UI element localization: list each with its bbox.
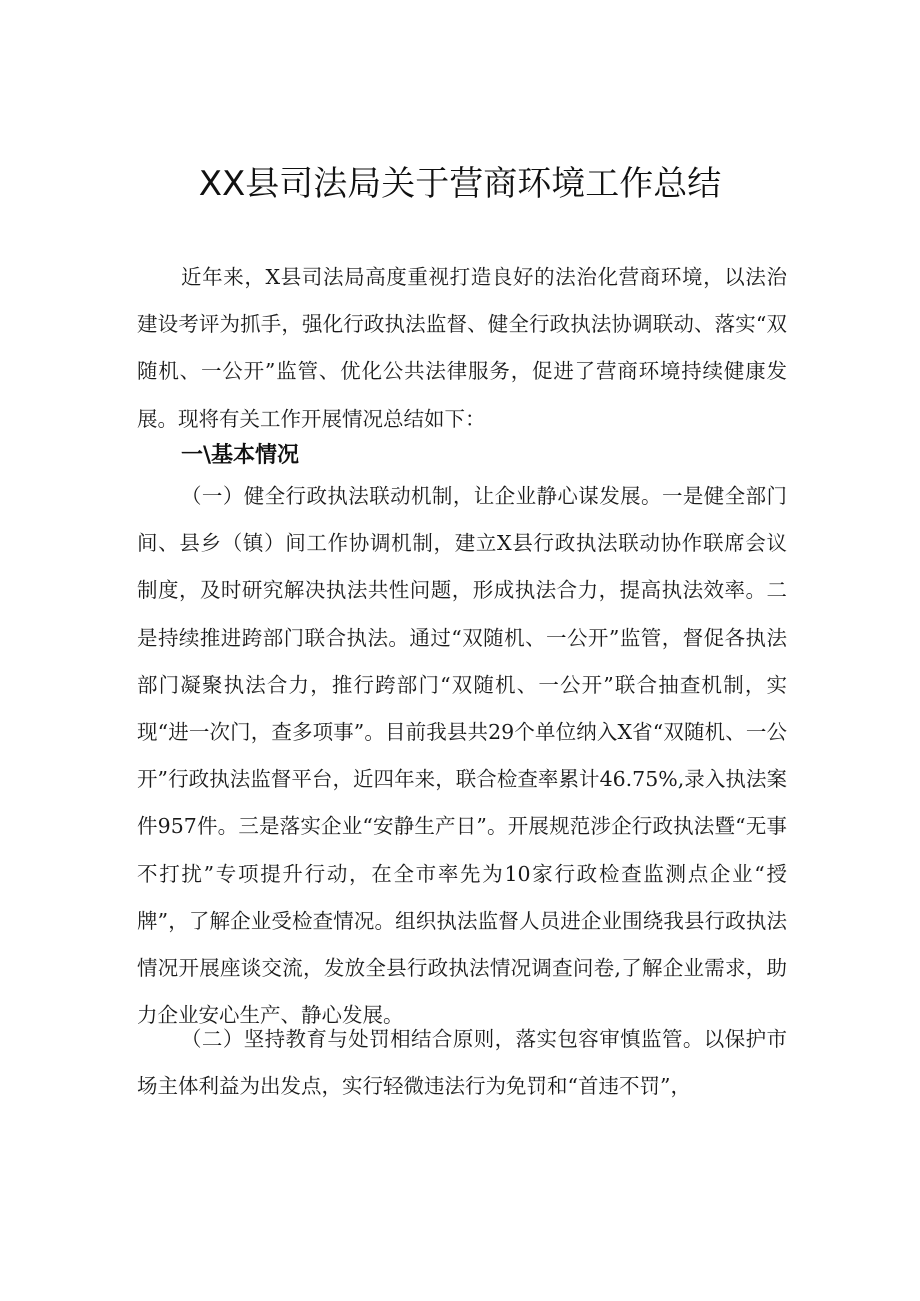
document-title: XX县司法局关于营商环境工作总结 (198, 164, 722, 204)
section-heading-basic-situation: 一\基本情况 (181, 443, 300, 468)
intro-paragraph: 近年来，X县司法局高度重视打造良好的法治化营商环境，以法治建设考评为抓手，强化行政执法监督、健全行政执法协调联动、落实“双随机、一公开”监管、优化公共法律服务，促进了营商环境持续健康发展。现将有关工作开展情况总结如下： (137, 265, 787, 431)
paragraph-inclusive-supervision: （二）坚持教育与处罚相结合原则，落实包容审慎监管。以保护市场主体利益为出发点，实行轻微违法行为免罚和“首违不罚”， (137, 1027, 787, 1099)
paragraph-enforcement-mechanism: （一）健全行政执法联动机制，让企业静心谋发展。一是健全部门间、县乡（镇）间工作协调机制，建立X县行政执法联动协作联席会议制度，及时研究解决执法共性问题，形成执法合力，提高执法效率。二是持续推进跨部门联合执法。通过“双随机、一公开”监管，督促各执法部门凝聚执法合力，推行跨部门“双随机、一公开”联合抽查机制，实现“进一次门，查多项事”。目前我县共29个单位纳入X省“双随机、一公开”行政执法监督平台，近四年来，联合检查率累计46.75%,录入执法案件957件。三是落实企业“安静生产日”。开展规范涉企行政执法暨“无事不打扰”专项提升行动，在全市率先为10家行政检查监测点企业“授牌”，了解企业受检查情况。组织执法监督人员进企业围绕我县行政执法情况开展座谈交流，发放全县行政执法情况调查问卷,了解企业需求，助力企业安心生产、静心发展。 (137, 484, 787, 1028)
